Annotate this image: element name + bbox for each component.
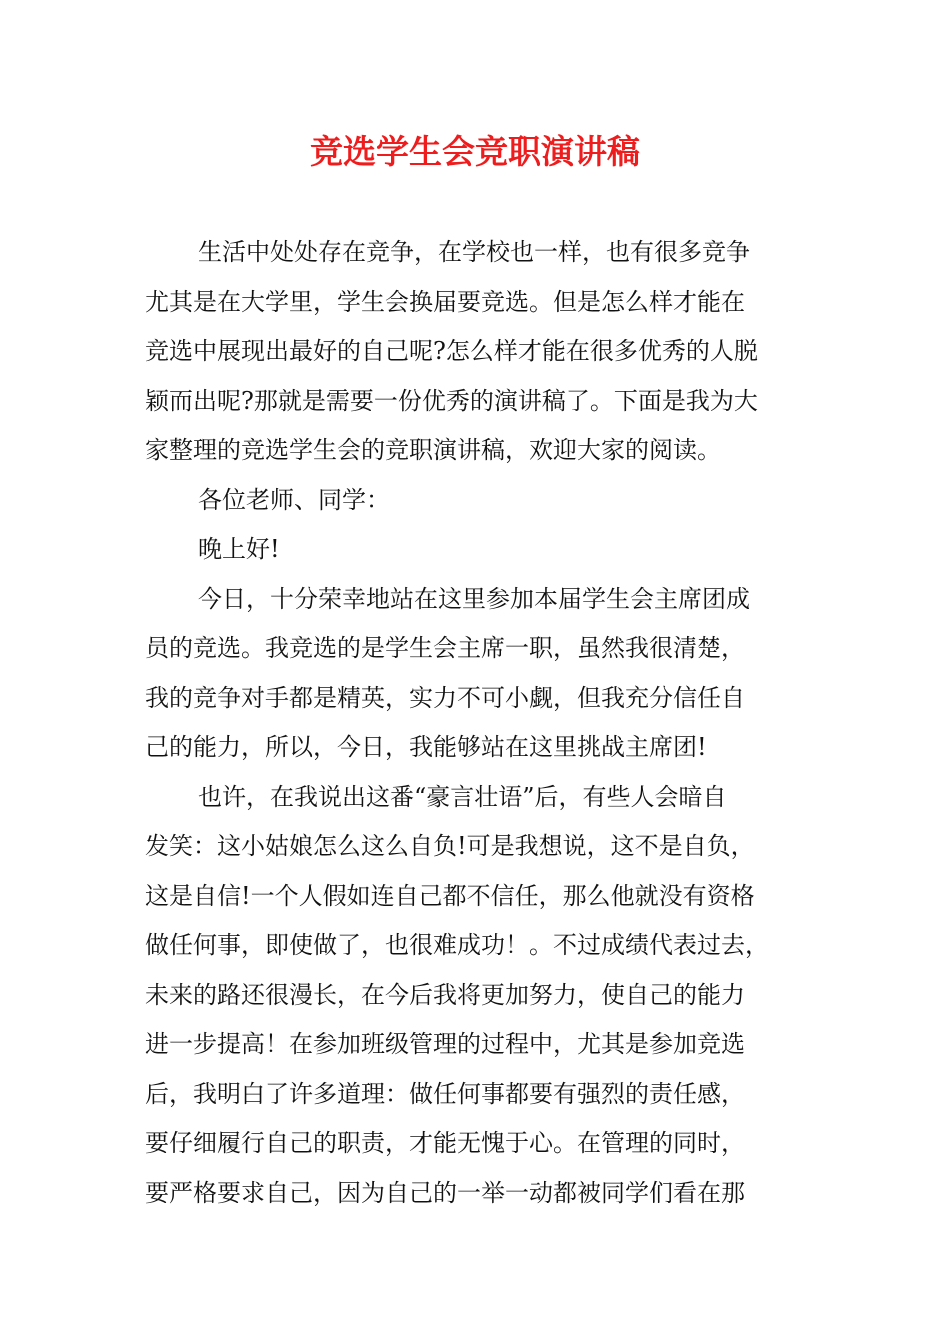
document-body [145, 228, 815, 1218]
paragraph-greeting [145, 525, 815, 575]
text-line: 也许，在我说出这番“豪言壮语”后，有些人会暗自 [198, 782, 727, 811]
text-line: 各位老师、同学： [198, 485, 390, 514]
paragraph-intro [145, 228, 815, 476]
text-line: 晚上好! [198, 535, 280, 563]
text-line: 发笑：这小姑娘怎么这么自负!可是我想说，这不是自负， [145, 832, 755, 860]
paragraph-salutation [145, 476, 815, 526]
text-line: 要严格要求自己，因为自己的一举一动都被同学们看在那 [145, 1178, 745, 1207]
text-line: 今日，十分荣幸地站在这里参加本届学生会主席团成 [198, 584, 750, 613]
text-line: 员的竞选。我竞选的是学生会主席一职，虽然我很清楚， [145, 634, 745, 662]
text-line: 进一步提高！在参加班级管理的过程中，尤其是参加竞选 [145, 1030, 745, 1058]
text-line: 未来的路还很漫长，在今后我将更加努力，使自己的能力 [145, 980, 745, 1009]
paragraph-campaign [145, 575, 815, 773]
text-line: 做任何事，即使做了，也很难成功！。不过成绩代表过去， [145, 931, 769, 959]
paragraph-confidence [145, 773, 815, 1219]
text-line: 生活中处处存在竞争，在学校也一样，也有很多竞争 [198, 238, 750, 266]
text-line: 尤其是在大学里，学生会换届要竞选。但是怎么样才能在 [145, 287, 745, 316]
text-line: 这是自信!一个人假如连自己都不信任，那么他就没有资格 [145, 881, 755, 910]
text-line: 后，我明白了许多道理：做任何事都要有强烈的责任感， [145, 1079, 745, 1108]
text-line: 竞选中展现出最好的自己呢?怎么样才能在很多优秀的人脱 [145, 337, 758, 365]
text-line: 颖而出呢?那就是需要一份优秀的演讲稿了。下面是我为大 [145, 386, 758, 415]
text-line: 要仔细履行自己的职责，才能无愧于心。在管理的同时， [145, 1129, 745, 1157]
text-line: 我的竞争对手都是精英，实力不可小觑，但我充分信任自 [145, 683, 745, 712]
document-title: 竞选学生会竞职演讲稿 [310, 132, 640, 171]
text-line: 己的能力，所以，今日，我能够站在这里挑战主席团! [145, 733, 707, 761]
text-line: 家整理的竞选学生会的竞职演讲稿，欢迎大家的阅读。 [145, 436, 721, 464]
